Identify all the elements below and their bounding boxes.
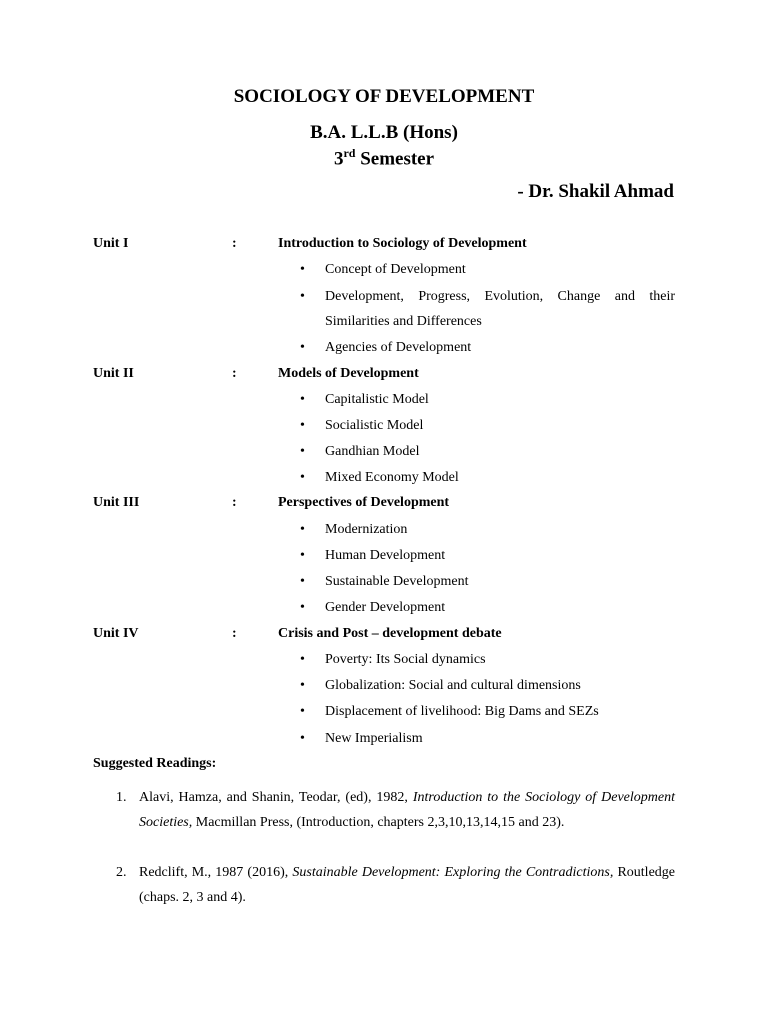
unit-item: Concept of Development — [325, 262, 466, 277]
semester-suffix: rd — [343, 146, 356, 160]
bullet-icon: • — [300, 731, 305, 746]
unit-item: Human Development — [325, 548, 446, 563]
reading-item — [139, 785, 675, 835]
unit-item: Gandhian Model — [325, 444, 420, 459]
unit-label: Unit IV — [93, 626, 139, 641]
unit-item: New Imperialism — [325, 731, 423, 746]
bullet-icon: • — [300, 470, 305, 485]
unit-label: Unit II — [93, 366, 134, 381]
bullet-icon: • — [300, 704, 305, 719]
reading-number: 2. — [116, 865, 127, 880]
bullet-icon: • — [300, 392, 305, 407]
bullet-icon: • — [300, 418, 305, 433]
reading-publisher: Routledge (chaps. 2, 3 and 4). — [139, 865, 675, 905]
bullet-icon: • — [300, 600, 305, 615]
reading-authors: Redclift, M., 1987 (2016), — [139, 865, 293, 880]
unit-item: Globalization: Social and cultural dimensions — [325, 678, 581, 693]
author-line: - Dr. Shakil Ahmad — [517, 181, 674, 202]
unit-title: Models of Development — [278, 366, 419, 381]
bullet-icon: • — [300, 444, 305, 459]
reading-authors: Alavi, Hamza, and Shanin, Teodar, (ed), 1982, — [139, 790, 413, 805]
bullet-icon: • — [300, 289, 305, 304]
bullet-icon: • — [300, 574, 305, 589]
unit-item: Poverty: Its Social dynamics — [325, 652, 486, 667]
document-title: SOCIOLOGY OF DEVELOPMENT — [233, 86, 535, 107]
reading-publisher: Macmillan Press, (Introduction, chapters 2,3,10,13,14,15 and 23). — [192, 815, 565, 830]
reading-book-title: Introduction to the Sociology of Development Societies, — [139, 790, 675, 830]
unit-title: Crisis and Post – development debate — [278, 626, 502, 641]
readings-heading: Suggested Readings: — [93, 756, 217, 771]
unit-item: Development, Progress, Evolution, Change and their Similarities and Differences — [325, 289, 675, 329]
bullet-icon: • — [300, 522, 305, 537]
unit-colon: : — [232, 236, 237, 251]
semester-word: Semester — [355, 148, 435, 170]
unit-item: Sustainable Development — [325, 574, 469, 589]
unit-colon: : — [232, 366, 237, 381]
bullet-icon: • — [300, 262, 305, 277]
reading-number: 1. — [116, 790, 127, 805]
unit-title: Perspectives of Development — [278, 495, 450, 510]
reading-item — [139, 860, 675, 910]
reading-book-title: Sustainable Development: Exploring the Contradictions, — [292, 865, 614, 880]
bullet-icon: • — [300, 340, 305, 355]
semester-line — [0, 146, 768, 170]
unit-title: Introduction to Sociology of Development — [278, 236, 527, 251]
unit-item: Gender Development — [325, 600, 446, 615]
unit-item: Displacement of livelihood: Big Dams and SEZs — [325, 704, 599, 719]
unit-colon: : — [232, 495, 237, 510]
degree-line: B.A. L.L.B (Hons) — [310, 122, 458, 143]
unit-label: Unit III — [93, 495, 140, 510]
unit-item: Socialistic Model — [325, 418, 424, 433]
bullet-icon: • — [300, 678, 305, 693]
unit-item: Mixed Economy Model — [325, 470, 459, 485]
semester-number: 3 — [333, 148, 344, 170]
bullet-icon: • — [300, 652, 305, 667]
unit-item: Agencies of Development — [325, 340, 472, 355]
unit-colon: : — [232, 626, 237, 641]
unit-item: Capitalistic Model — [325, 392, 429, 407]
unit-label: Unit I — [93, 236, 129, 251]
unit-item: Modernization — [325, 522, 408, 537]
bullet-icon: • — [300, 548, 305, 563]
